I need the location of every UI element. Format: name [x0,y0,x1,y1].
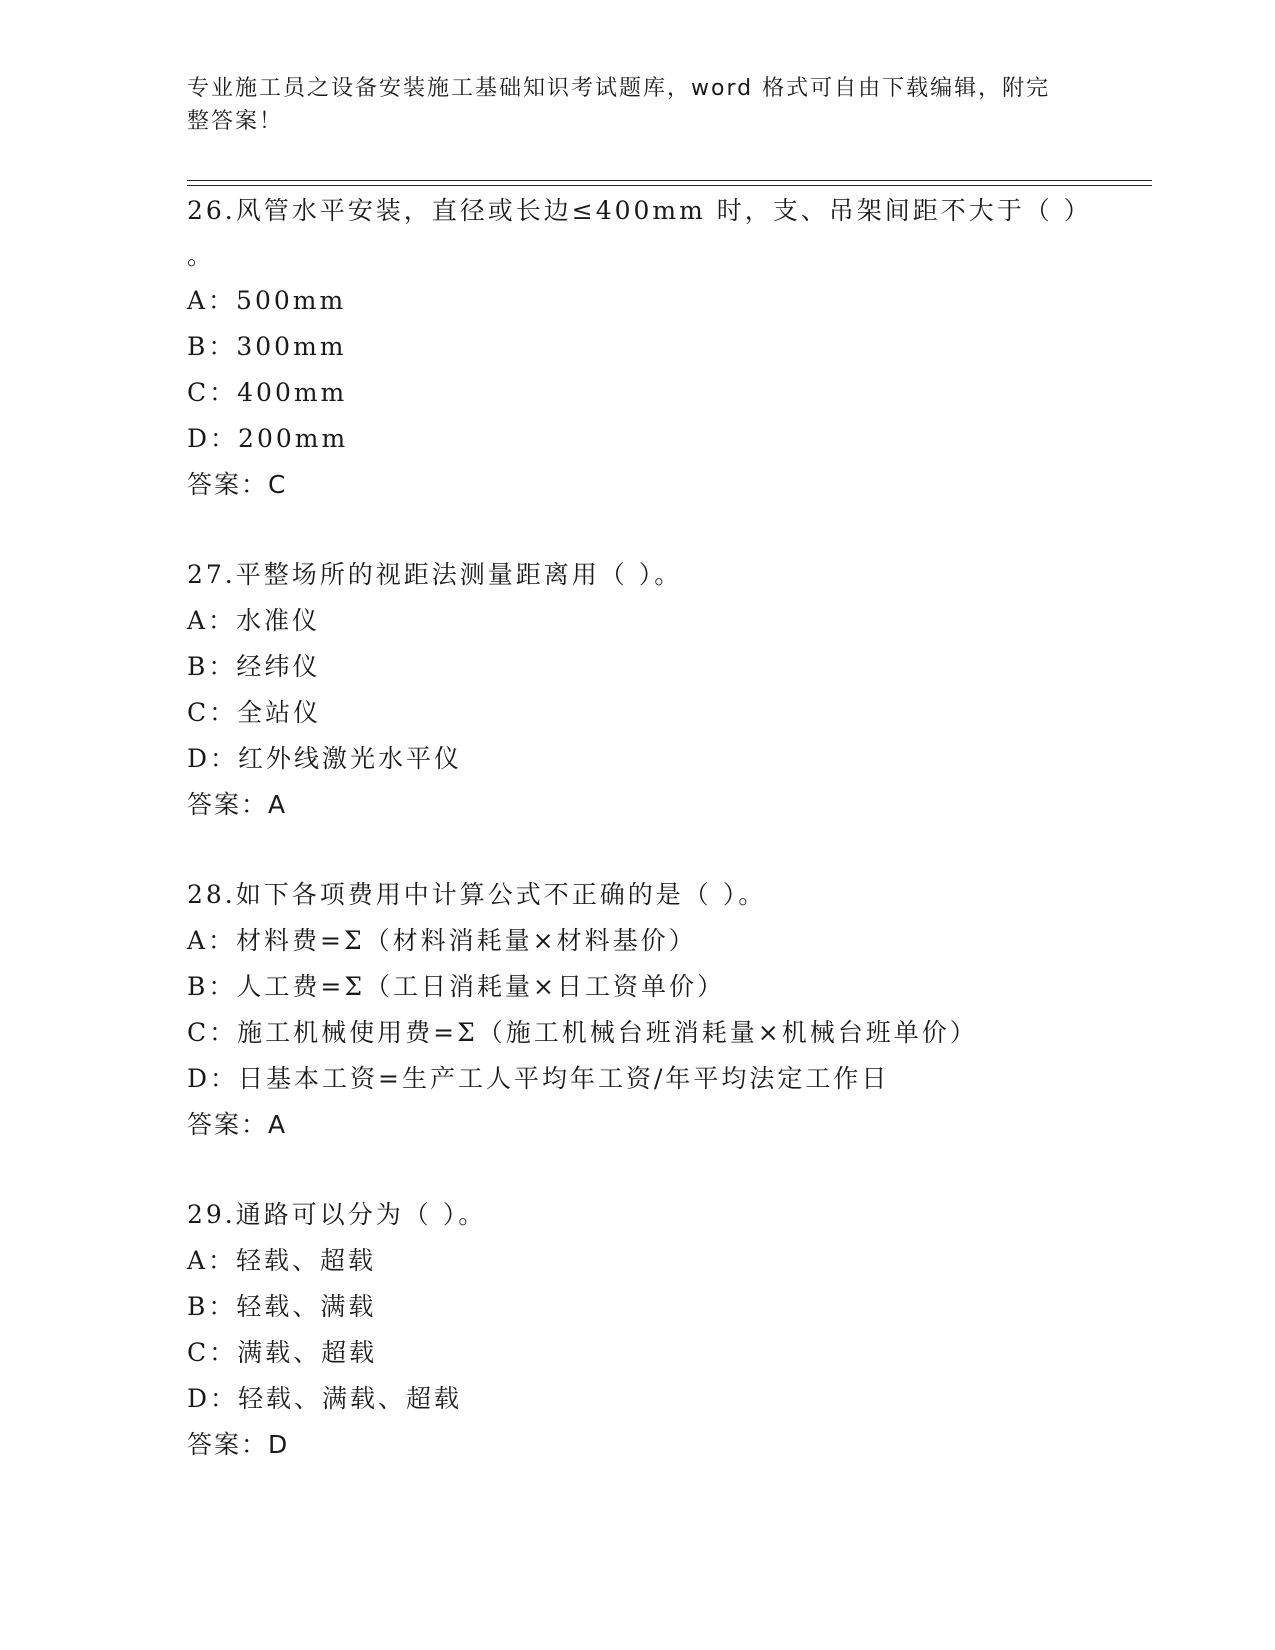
option-b: B：轻载、满载 [187,1292,377,1321]
option-c: C：400mm [187,378,348,407]
answer: 答案：D [187,1430,290,1459]
answer: 答案：A [187,790,288,819]
header-divider-bottom [187,185,1152,186]
option-b: B：人工费=Σ（工日消耗量×日工资单价） [187,972,725,1001]
option-a: A：轻载、超载 [187,1246,377,1275]
option-c: C：全站仪 [187,698,322,727]
answer: 答案：C [187,470,288,499]
option-a: A：材料费=Σ（材料消耗量×材料基价） [187,926,697,955]
document-header [187,72,1067,138]
question-stem: 28.如下各项费用中计算公式不正确的是（ ）。 [187,880,767,909]
option-d: D：200mm [187,424,349,453]
header-divider-top [187,180,1152,181]
answer: 答案：A [187,1110,288,1139]
question-stem: 26.风管水平安装，直径或长边≤400mm 时，支、吊架间距不大于（ ） [187,196,1092,225]
option-c: C：施工机械使用费=Σ（施工机械台班消耗量×机械台班单价） [187,1018,978,1047]
question-27 [187,552,1087,828]
option-b: B：经纬仪 [187,652,321,681]
question-28 [187,872,1087,1148]
header-line-1: 专业施工员之设备安装施工基础知识考试题库，word 格式可自由下载编辑，附完 [187,76,1051,101]
option-d: D：日基本工资=生产工人平均年工资/年平均法定工作日 [187,1064,890,1093]
header-line-2: 整答案！ [187,109,284,134]
option-a: A：500mm [187,286,347,315]
question-stem: 27.平整场所的视距法测量距离用（ ）。 [187,560,683,589]
question-26 [187,188,1092,508]
option-d: D：轻载、满载、超载 [187,1384,463,1413]
option-d: D：红外线激光水平仪 [187,744,463,773]
question-stem-continuation: 。 [187,241,216,270]
question-stem: 29.通路可以分为（ ）。 [187,1200,487,1229]
option-a: A：水准仪 [187,606,321,635]
option-c: C：满载、超载 [187,1338,378,1367]
option-b: B：300mm [187,332,347,361]
question-29 [187,1192,1087,1468]
